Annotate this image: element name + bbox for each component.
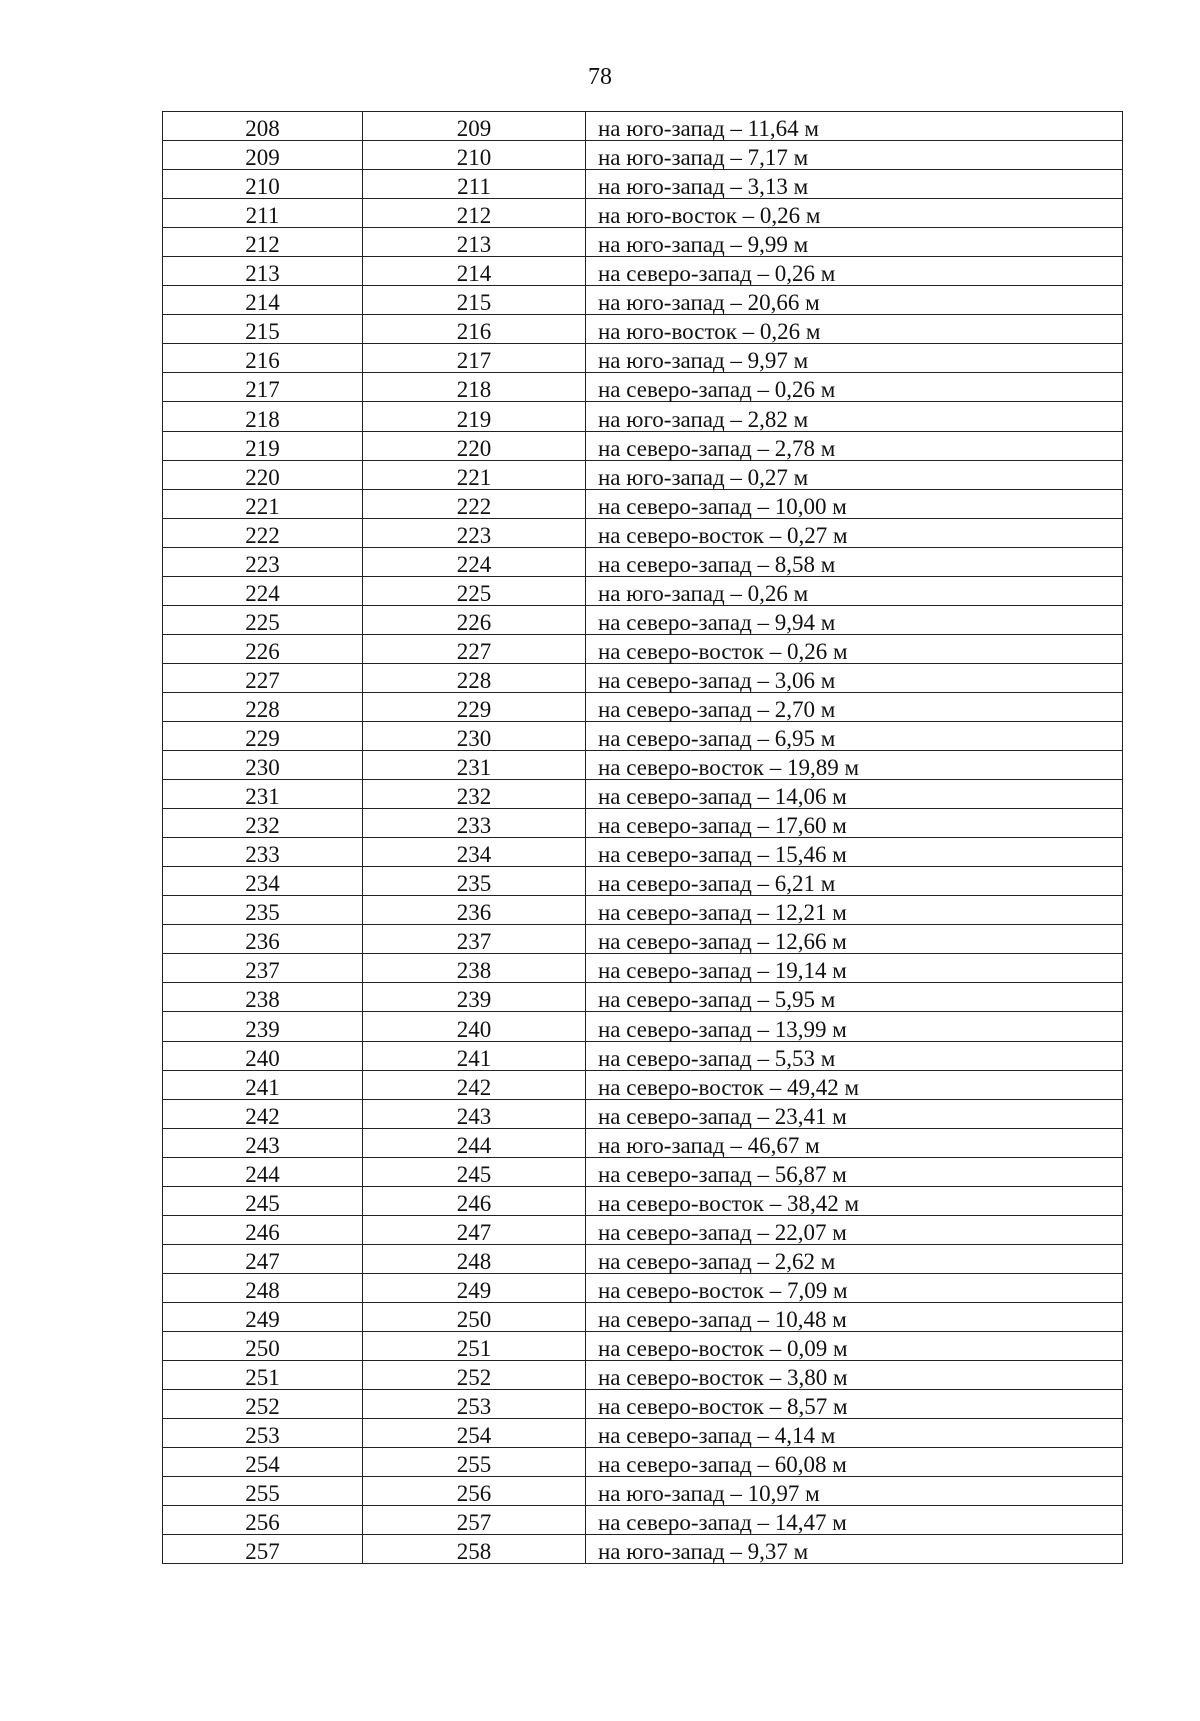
from-point-cell: 222 — [163, 518, 363, 547]
to-point-cell: 244 — [363, 1128, 586, 1157]
to-point-cell: 243 — [363, 1099, 586, 1128]
table-row — [163, 547, 1123, 576]
direction-distance-cell: на северо-восток – 7,09 м — [586, 1273, 1123, 1302]
from-point-cell: 240 — [163, 1041, 363, 1070]
table-row — [163, 954, 1123, 983]
from-point-cell: 248 — [163, 1273, 363, 1302]
table-row — [163, 1390, 1123, 1419]
from-point-cell: 220 — [163, 460, 363, 489]
table-row — [163, 286, 1123, 315]
table-row — [163, 518, 1123, 547]
table-row — [163, 1273, 1123, 1302]
direction-distance-cell: на юго-запад – 9,99 м — [586, 228, 1123, 257]
to-point-cell: 236 — [363, 896, 586, 925]
table-row — [163, 721, 1123, 750]
page-number: 78 — [588, 64, 612, 90]
table-row — [163, 1535, 1123, 1564]
table-row — [163, 867, 1123, 896]
table-row — [163, 809, 1123, 838]
to-point-cell: 226 — [363, 605, 586, 634]
from-point-cell: 218 — [163, 402, 363, 431]
to-point-cell: 233 — [363, 809, 586, 838]
direction-distance-cell: на северо-запад – 15,46 м — [586, 838, 1123, 867]
table-row — [163, 1244, 1123, 1273]
table-row — [163, 344, 1123, 373]
from-point-cell: 238 — [163, 983, 363, 1012]
table-row — [163, 780, 1123, 809]
table-row — [163, 838, 1123, 867]
direction-distance-cell: на юго-запад – 20,66 м — [586, 286, 1123, 315]
direction-distance-cell: на юго-запад – 10,97 м — [586, 1477, 1123, 1506]
to-point-cell: 222 — [363, 489, 586, 518]
to-point-cell: 258 — [363, 1535, 586, 1564]
from-point-cell: 209 — [163, 141, 363, 170]
table-row — [163, 663, 1123, 692]
to-point-cell: 219 — [363, 402, 586, 431]
to-point-cell: 214 — [363, 257, 586, 286]
to-point-cell: 257 — [363, 1506, 586, 1535]
from-point-cell: 250 — [163, 1331, 363, 1360]
from-point-cell: 249 — [163, 1302, 363, 1331]
table-row — [163, 1215, 1123, 1244]
direction-distance-cell: на северо-запад – 8,58 м — [586, 547, 1123, 576]
from-point-cell: 224 — [163, 576, 363, 605]
direction-distance-cell: на юго-восток – 0,26 м — [586, 315, 1123, 344]
to-point-cell: 218 — [363, 373, 586, 402]
from-point-cell: 241 — [163, 1070, 363, 1099]
table-row — [163, 925, 1123, 954]
from-point-cell: 256 — [163, 1506, 363, 1535]
to-point-cell: 227 — [363, 634, 586, 663]
from-point-cell: 230 — [163, 751, 363, 780]
to-point-cell: 211 — [363, 170, 586, 199]
to-point-cell: 238 — [363, 954, 586, 983]
direction-distance-cell: на северо-запад – 6,95 м — [586, 721, 1123, 750]
from-point-cell: 210 — [163, 170, 363, 199]
from-point-cell: 228 — [163, 692, 363, 721]
from-point-cell: 253 — [163, 1419, 363, 1448]
direction-distance-cell: на юго-запад – 46,67 м — [586, 1128, 1123, 1157]
from-point-cell: 216 — [163, 344, 363, 373]
table-row — [163, 199, 1123, 228]
to-point-cell: 240 — [363, 1012, 586, 1041]
direction-distance-cell: на северо-запад – 23,41 м — [586, 1099, 1123, 1128]
table-row — [163, 605, 1123, 634]
direction-distance-cell: на северо-запад – 17,60 м — [586, 809, 1123, 838]
direction-distance-cell: на северо-восток – 3,80 м — [586, 1361, 1123, 1390]
to-point-cell: 239 — [363, 983, 586, 1012]
from-point-cell: 227 — [163, 663, 363, 692]
from-point-cell: 217 — [163, 373, 363, 402]
direction-distance-cell: на северо-запад – 2,78 м — [586, 431, 1123, 460]
direction-distance-cell: на северо-запад – 19,14 м — [586, 954, 1123, 983]
to-point-cell: 235 — [363, 867, 586, 896]
to-point-cell: 250 — [363, 1302, 586, 1331]
to-point-cell: 224 — [363, 547, 586, 576]
direction-distance-cell: на северо-запад – 2,70 м — [586, 692, 1123, 721]
from-point-cell: 233 — [163, 838, 363, 867]
to-point-cell: 242 — [363, 1070, 586, 1099]
direction-distance-cell: на юго-запад – 2,82 м — [586, 402, 1123, 431]
to-point-cell: 210 — [363, 141, 586, 170]
direction-distance-cell: на северо-запад – 56,87 м — [586, 1157, 1123, 1186]
direction-distance-cell: на северо-восток – 0,09 м — [586, 1331, 1123, 1360]
from-point-cell: 242 — [163, 1099, 363, 1128]
table-row — [163, 1128, 1123, 1157]
direction-distance-cell: на северо-запад – 4,14 м — [586, 1419, 1123, 1448]
from-point-cell: 254 — [163, 1448, 363, 1477]
from-point-cell: 219 — [163, 431, 363, 460]
direction-distance-cell: на северо-запад – 6,21 м — [586, 867, 1123, 896]
boundary-table-body — [163, 112, 1123, 1564]
from-point-cell: 226 — [163, 634, 363, 663]
table-row — [163, 460, 1123, 489]
direction-distance-cell: на северо-запад – 14,06 м — [586, 780, 1123, 809]
direction-distance-cell: на северо-запад – 12,66 м — [586, 925, 1123, 954]
table-row — [163, 634, 1123, 663]
from-point-cell: 234 — [163, 867, 363, 896]
to-point-cell: 225 — [363, 576, 586, 605]
table-row — [163, 1419, 1123, 1448]
from-point-cell: 225 — [163, 605, 363, 634]
direction-distance-cell: на северо-восток – 0,26 м — [586, 634, 1123, 663]
direction-distance-cell: на юго-запад – 0,26 м — [586, 576, 1123, 605]
direction-distance-cell: на юго-запад – 0,27 м — [586, 460, 1123, 489]
to-point-cell: 229 — [363, 692, 586, 721]
direction-distance-cell: на северо-запад – 5,95 м — [586, 983, 1123, 1012]
table-row — [163, 1157, 1123, 1186]
to-point-cell: 231 — [363, 751, 586, 780]
from-point-cell: 211 — [163, 199, 363, 228]
from-point-cell: 245 — [163, 1186, 363, 1215]
to-point-cell: 230 — [363, 721, 586, 750]
to-point-cell: 209 — [363, 112, 586, 141]
table-row — [163, 896, 1123, 925]
table-row — [163, 1099, 1123, 1128]
table-row — [163, 402, 1123, 431]
table-row — [163, 315, 1123, 344]
from-point-cell: 213 — [163, 257, 363, 286]
from-point-cell: 236 — [163, 925, 363, 954]
table-row — [163, 692, 1123, 721]
direction-distance-cell: на северо-запад – 10,00 м — [586, 489, 1123, 518]
table-row — [163, 431, 1123, 460]
to-point-cell: 255 — [363, 1448, 586, 1477]
direction-distance-cell: на северо-запад – 5,53 м — [586, 1041, 1123, 1070]
to-point-cell: 237 — [363, 925, 586, 954]
from-point-cell: 252 — [163, 1390, 363, 1419]
table-row — [163, 141, 1123, 170]
to-point-cell: 223 — [363, 518, 586, 547]
from-point-cell: 212 — [163, 228, 363, 257]
table-row — [163, 373, 1123, 402]
direction-distance-cell: на северо-запад – 9,94 м — [586, 605, 1123, 634]
table-row — [163, 983, 1123, 1012]
from-point-cell: 232 — [163, 809, 363, 838]
table-row — [163, 751, 1123, 780]
direction-distance-cell: на северо-восток – 38,42 м — [586, 1186, 1123, 1215]
to-point-cell: 241 — [363, 1041, 586, 1070]
from-point-cell: 257 — [163, 1535, 363, 1564]
to-point-cell: 213 — [363, 228, 586, 257]
from-point-cell: 247 — [163, 1244, 363, 1273]
from-point-cell: 237 — [163, 954, 363, 983]
from-point-cell: 239 — [163, 1012, 363, 1041]
to-point-cell: 232 — [363, 780, 586, 809]
from-point-cell: 243 — [163, 1128, 363, 1157]
from-point-cell: 221 — [163, 489, 363, 518]
table-row — [163, 228, 1123, 257]
to-point-cell: 247 — [363, 1215, 586, 1244]
to-point-cell: 221 — [363, 460, 586, 489]
table-row — [163, 1506, 1123, 1535]
to-point-cell: 253 — [363, 1390, 586, 1419]
from-point-cell: 251 — [163, 1361, 363, 1390]
to-point-cell: 249 — [363, 1273, 586, 1302]
table-row — [163, 489, 1123, 518]
table-row — [163, 1041, 1123, 1070]
from-point-cell: 244 — [163, 1157, 363, 1186]
from-point-cell: 208 — [163, 112, 363, 141]
direction-distance-cell: на юго-запад – 7,17 м — [586, 141, 1123, 170]
to-point-cell: 254 — [363, 1419, 586, 1448]
direction-distance-cell: на юго-запад – 3,13 м — [586, 170, 1123, 199]
table-row — [163, 1477, 1123, 1506]
from-point-cell: 223 — [163, 547, 363, 576]
direction-distance-cell: на юго-запад – 9,97 м — [586, 344, 1123, 373]
direction-distance-cell: на северо-запад – 22,07 м — [586, 1215, 1123, 1244]
table-row — [163, 112, 1123, 141]
boundary-table — [162, 111, 1123, 1564]
from-point-cell: 215 — [163, 315, 363, 344]
direction-distance-cell: на юго-запад – 9,37 м — [586, 1535, 1123, 1564]
table-row — [163, 1361, 1123, 1390]
to-point-cell: 217 — [363, 344, 586, 373]
to-point-cell: 245 — [363, 1157, 586, 1186]
direction-distance-cell: на северо-запад – 3,06 м — [586, 663, 1123, 692]
table-row — [163, 1302, 1123, 1331]
from-point-cell: 214 — [163, 286, 363, 315]
to-point-cell: 220 — [363, 431, 586, 460]
table-row — [163, 1012, 1123, 1041]
to-point-cell: 216 — [363, 315, 586, 344]
direction-distance-cell: на северо-запад – 13,99 м — [586, 1012, 1123, 1041]
direction-distance-cell: на северо-запад – 60,08 м — [586, 1448, 1123, 1477]
to-point-cell: 256 — [363, 1477, 586, 1506]
direction-distance-cell: на северо-запад – 0,26 м — [586, 373, 1123, 402]
direction-distance-cell: на северо-восток – 8,57 м — [586, 1390, 1123, 1419]
from-point-cell: 235 — [163, 896, 363, 925]
direction-distance-cell: на северо-восток – 49,42 м — [586, 1070, 1123, 1099]
direction-distance-cell: на юго-запад – 11,64 м — [586, 112, 1123, 141]
from-point-cell: 231 — [163, 780, 363, 809]
from-point-cell: 255 — [163, 1477, 363, 1506]
direction-distance-cell: на северо-восток – 0,27 м — [586, 518, 1123, 547]
to-point-cell: 246 — [363, 1186, 586, 1215]
table-row — [163, 1070, 1123, 1099]
table-row — [163, 1448, 1123, 1477]
direction-distance-cell: на северо-запад – 2,62 м — [586, 1244, 1123, 1273]
to-point-cell: 248 — [363, 1244, 586, 1273]
table-row — [163, 1331, 1123, 1360]
table-row — [163, 1186, 1123, 1215]
direction-distance-cell: на северо-запад – 10,48 м — [586, 1302, 1123, 1331]
to-point-cell: 215 — [363, 286, 586, 315]
direction-distance-cell: на северо-запад – 14,47 м — [586, 1506, 1123, 1535]
direction-distance-cell: на северо-запад – 12,21 м — [586, 896, 1123, 925]
to-point-cell: 252 — [363, 1361, 586, 1390]
table-row — [163, 576, 1123, 605]
direction-distance-cell: на северо-восток – 19,89 м — [586, 751, 1123, 780]
direction-distance-cell: на северо-запад – 0,26 м — [586, 257, 1123, 286]
to-point-cell: 228 — [363, 663, 586, 692]
to-point-cell: 234 — [363, 838, 586, 867]
to-point-cell: 212 — [363, 199, 586, 228]
from-point-cell: 246 — [163, 1215, 363, 1244]
from-point-cell: 229 — [163, 721, 363, 750]
to-point-cell: 251 — [363, 1331, 586, 1360]
table-row — [163, 170, 1123, 199]
table-row — [163, 257, 1123, 286]
direction-distance-cell: на юго-восток – 0,26 м — [586, 199, 1123, 228]
